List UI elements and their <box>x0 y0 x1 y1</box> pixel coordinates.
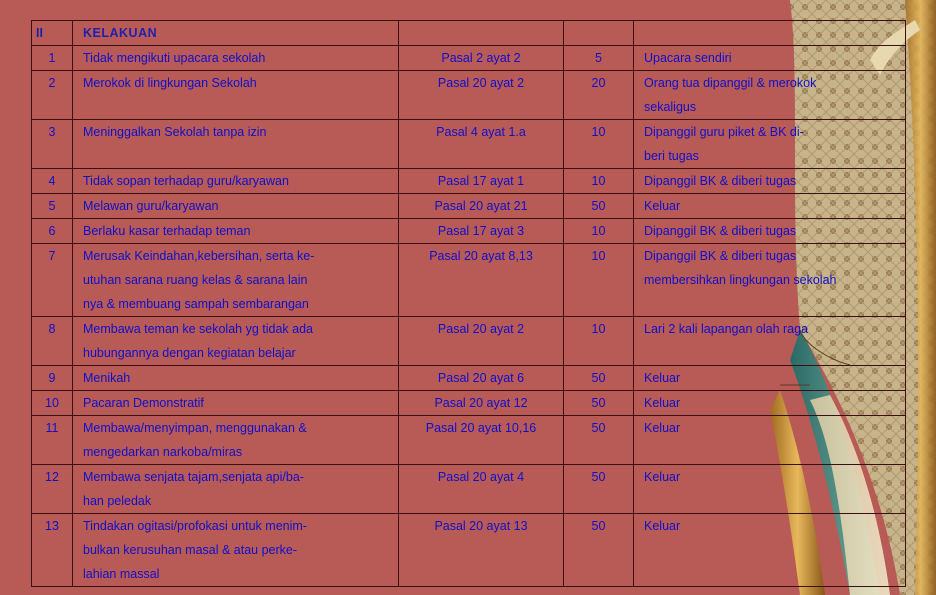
sanction-line: Keluar <box>644 421 681 435</box>
sanction <box>634 71 906 120</box>
sanction-line: Dipanggil BK & diberi tugas <box>644 174 797 188</box>
violation-description-line: utuhan sarana ruang kelas & sarana lain <box>83 273 308 287</box>
table-row <box>32 219 906 244</box>
regulation-article: Pasal 17 ayat 1 <box>399 169 564 194</box>
table-row <box>32 366 906 391</box>
table-row <box>32 71 906 120</box>
sanction <box>634 416 906 465</box>
violation-description <box>73 71 399 120</box>
table-row <box>32 169 906 194</box>
table-row <box>32 120 906 169</box>
sanction <box>634 219 906 244</box>
sanction <box>634 194 906 219</box>
violation-description-line: Berlaku kasar terhadap teman <box>83 224 251 238</box>
sanction-line: Keluar <box>644 470 681 484</box>
violation-description <box>73 244 399 317</box>
regulation-article: Pasal 20 ayat 8,13 <box>399 244 564 317</box>
violation-description <box>73 366 399 391</box>
sanction-line: Dipanggil BK & diberi tugas <box>644 224 797 238</box>
sanction-line: beri tugas <box>644 149 699 163</box>
sanction-line: Upacara sendiri <box>644 51 732 65</box>
row-number: 4 <box>32 169 73 194</box>
violation-description <box>73 465 399 514</box>
violation-description <box>73 317 399 366</box>
regulation-article: Pasal 4 ayat 1.a <box>399 120 564 169</box>
violation-description-line: Tindakan ogitasi/profokasi untuk menim- <box>83 519 307 533</box>
sanction-line: Dipanggil BK & diberi tugas <box>644 249 797 263</box>
violation-description <box>73 514 399 587</box>
penalty-points: 10 <box>564 317 634 366</box>
sanction <box>634 465 906 514</box>
violation-description <box>73 416 399 465</box>
sanction <box>634 391 906 416</box>
section-number: II <box>32 21 73 46</box>
sanction <box>634 46 906 71</box>
table-row <box>32 391 906 416</box>
violation-description <box>73 194 399 219</box>
penalty-points: 10 <box>564 169 634 194</box>
violation-description-line: Pacaran Demonstratif <box>83 396 204 410</box>
violation-description-line: mengedarkan narkoba/miras <box>83 445 243 459</box>
penalty-points: 50 <box>564 194 634 219</box>
sanction-line: Orang tua dipanggil & merokok <box>644 76 817 90</box>
sanction <box>634 366 906 391</box>
table-row <box>32 465 906 514</box>
row-number: 1 <box>32 46 73 71</box>
penalty-points: 50 <box>564 514 634 587</box>
violation-description-line: Melawan guru/karyawan <box>83 199 219 213</box>
table-row <box>32 244 906 317</box>
table-row <box>32 317 906 366</box>
regulation-article: Pasal 20 ayat 10,16 <box>399 416 564 465</box>
penalty-points: 5 <box>564 46 634 71</box>
penalty-points: 50 <box>564 391 634 416</box>
row-number: 5 <box>32 194 73 219</box>
penalty-points: 10 <box>564 120 634 169</box>
sanction <box>634 120 906 169</box>
regulation-article: Pasal 20 ayat 21 <box>399 194 564 219</box>
sanction-line: Keluar <box>644 371 681 385</box>
section-header-row <box>32 21 906 46</box>
regulation-article: Pasal 2 ayat 2 <box>399 46 564 71</box>
sanction-line: sekaligus <box>644 100 697 114</box>
regulation-article: Pasal 20 ayat 6 <box>399 366 564 391</box>
sanction <box>634 244 906 317</box>
violation-description-line: Tidak sopan terhadap guru/karyawan <box>83 174 289 188</box>
sanction <box>634 169 906 194</box>
row-number: 10 <box>32 391 73 416</box>
table-row <box>32 416 906 465</box>
row-number: 12 <box>32 465 73 514</box>
violation-description-line: Membawa/menyimpan, menggunakan & <box>83 421 307 435</box>
header-empty-cell <box>564 21 634 46</box>
header-empty-cell <box>399 21 564 46</box>
violation-description <box>73 391 399 416</box>
regulation-article: Pasal 20 ayat 2 <box>399 71 564 120</box>
row-number: 6 <box>32 219 73 244</box>
table-row <box>32 514 906 587</box>
violation-description-line: Membawa senjata tajam,senjata api/ba- <box>83 470 304 484</box>
violation-description-line: Meninggalkan Sekolah tanpa izin <box>83 125 267 139</box>
sanction-line: Keluar <box>644 519 681 533</box>
violation-description-line: Tidak mengikuti upacara sekolah <box>83 51 266 65</box>
sanction-line: Lari 2 kali lapangan olah raga <box>644 322 809 336</box>
violation-description-line: Merusak Keindahan,kebersihan, serta ke- <box>83 249 315 263</box>
regulation-article: Pasal 20 ayat 2 <box>399 317 564 366</box>
violation-description-line: nya & membuang sampah sembarangan <box>83 297 309 311</box>
sanction <box>634 317 906 366</box>
regulation-article: Pasal 20 ayat 4 <box>399 465 564 514</box>
violation-description <box>73 169 399 194</box>
row-number: 7 <box>32 244 73 317</box>
penalty-points: 50 <box>564 366 634 391</box>
violation-description <box>73 120 399 169</box>
violation-description-line: bulkan kerusuhan masal & atau perke- <box>83 543 298 557</box>
row-number: 13 <box>32 514 73 587</box>
regulation-article: Pasal 20 ayat 12 <box>399 391 564 416</box>
violation-description-line: hubungannya dengan kegiatan belajar <box>83 346 296 360</box>
regulation-article: Pasal 17 ayat 3 <box>399 219 564 244</box>
violation-description <box>73 219 399 244</box>
row-number: 8 <box>32 317 73 366</box>
sanction-line: membersihkan lingkungan sekolah <box>644 273 837 287</box>
penalty-points: 20 <box>564 71 634 120</box>
violation-description-line: lahian massal <box>83 567 160 581</box>
penalty-points: 50 <box>564 416 634 465</box>
row-number: 9 <box>32 366 73 391</box>
row-number: 2 <box>32 71 73 120</box>
sanction <box>634 514 906 587</box>
violation-description-line: Merokok di lingkungan Sekolah <box>83 76 257 90</box>
sanction-line: Keluar <box>644 199 681 213</box>
penalty-points: 10 <box>564 219 634 244</box>
table-row <box>32 194 906 219</box>
violation-description <box>73 46 399 71</box>
row-number: 3 <box>32 120 73 169</box>
kelakuan-table <box>31 20 906 587</box>
table-row <box>32 46 906 71</box>
penalty-points: 50 <box>564 465 634 514</box>
violation-description-line: Membawa teman ke sekolah yg tidak ada <box>83 322 313 336</box>
header-empty-cell <box>634 21 906 46</box>
violation-description-line: Menikah <box>83 371 131 385</box>
regulation-article: Pasal 20 ayat 13 <box>399 514 564 587</box>
row-number: 11 <box>32 416 73 465</box>
sanction-line: Keluar <box>644 396 681 410</box>
penalty-points: 10 <box>564 244 634 317</box>
violation-description-line: han peledak <box>83 494 152 508</box>
sanction-line: Dipanggil guru piket & BK di- <box>644 125 804 139</box>
section-title: KELAKUAN <box>73 21 399 46</box>
